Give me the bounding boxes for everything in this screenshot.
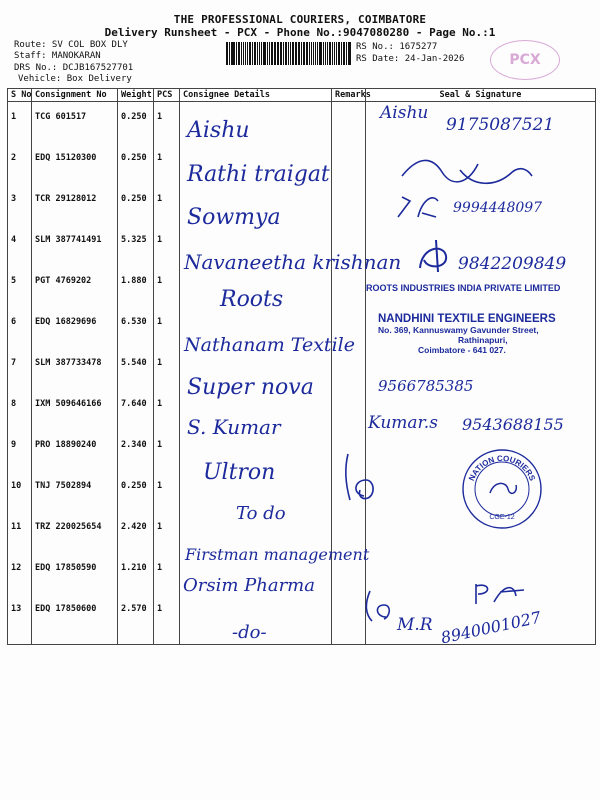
cell-consignment: PRO 18890240 bbox=[32, 430, 118, 471]
barcode-bar bbox=[334, 42, 335, 65]
r9-signature bbox=[340, 450, 380, 506]
cell-pcs: 1 bbox=[154, 143, 180, 184]
cell-pcs: 1 bbox=[154, 553, 180, 594]
cell-consignment: EDQ 16829696 bbox=[32, 307, 118, 348]
cell-weight: 2.570 bbox=[118, 594, 154, 645]
barcode-bar bbox=[329, 42, 331, 65]
col-sno: S No bbox=[8, 89, 32, 102]
route-label: Route: SV COL BOX DLY bbox=[14, 40, 128, 50]
r12-initials bbox=[470, 578, 530, 608]
cell-pcs: 1 bbox=[154, 594, 180, 645]
barcode-bar bbox=[311, 42, 312, 65]
col-weight: Weight bbox=[118, 89, 154, 102]
cell-weight: 1.880 bbox=[118, 266, 154, 307]
cell-sno: 8 bbox=[8, 389, 32, 430]
barcode-bar bbox=[275, 42, 276, 65]
barcode-bar bbox=[290, 42, 291, 65]
cell-consignment: PGT 4769202 bbox=[32, 266, 118, 307]
hw-r3-phone: 9994448097 bbox=[453, 200, 543, 216]
runsheet-subtitle: Delivery Runsheet - PCX - Phone No.:9047080280 - Page No.:1 bbox=[104, 26, 496, 39]
roots-stamp: ROOTS INDUSTRIES INDIA PRIVATE LIMITED bbox=[366, 283, 561, 293]
barcode-bar bbox=[274, 42, 275, 65]
barcode-bar bbox=[245, 42, 246, 65]
company-title: THE PROFESSIONAL COURIERS, COIMBATORE bbox=[173, 13, 427, 26]
cell-consignment: EDQ 17850590 bbox=[32, 553, 118, 594]
barcode-bar bbox=[292, 42, 294, 65]
cell-remarks bbox=[332, 389, 366, 430]
barcode-bar bbox=[296, 42, 297, 65]
cell-pcs: 1 bbox=[154, 184, 180, 225]
pcx-stamp: PCX bbox=[490, 40, 560, 80]
barcode-bar bbox=[254, 42, 256, 65]
hw-r7-phone: 9566785385 bbox=[378, 377, 474, 395]
barcode-bar bbox=[238, 42, 240, 65]
cell-pcs: 1 bbox=[154, 430, 180, 471]
hw-r7-name: Super nova bbox=[187, 375, 314, 400]
hw-r8-phone: 9543688155 bbox=[462, 415, 564, 434]
barcode-bar bbox=[327, 42, 329, 65]
barcode-bar bbox=[261, 42, 263, 65]
nandhini-stamp bbox=[378, 313, 558, 375]
cell-sno: 9 bbox=[8, 430, 32, 471]
barcode-bar bbox=[229, 42, 230, 65]
hw-r2-name: Rathi traigat bbox=[187, 162, 330, 187]
barcode-bar bbox=[267, 42, 268, 65]
col-pcs: PCS bbox=[154, 89, 180, 102]
barcode-bar bbox=[346, 42, 347, 65]
barcode-bar bbox=[277, 42, 279, 65]
col-consignment: Consignment No bbox=[32, 89, 118, 102]
col-consignee: Consignee Details bbox=[180, 89, 332, 102]
barcode-bar bbox=[338, 42, 341, 65]
cell-pcs: 1 bbox=[154, 102, 180, 144]
cell-sno: 5 bbox=[8, 266, 32, 307]
barcode-bar bbox=[280, 42, 282, 65]
barcode-bar bbox=[349, 42, 351, 65]
cell-consignment: SLM 387733478 bbox=[32, 348, 118, 389]
nandhini-line2: Rathinapuri, bbox=[458, 335, 508, 345]
staff-label: Staff: MANOKARAN bbox=[14, 51, 101, 61]
cell-remarks bbox=[332, 102, 366, 144]
hw-r8-name: S. Kumar bbox=[187, 415, 281, 439]
cell-weight: 0.250 bbox=[118, 184, 154, 225]
cell-consignment: TCG 601517 bbox=[32, 102, 118, 144]
barcode-bar bbox=[319, 42, 322, 65]
cell-sno: 4 bbox=[8, 225, 32, 266]
hw-r1-name: Aishu bbox=[187, 118, 250, 143]
cell-weight: 0.250 bbox=[118, 143, 154, 184]
barcode-bar bbox=[301, 42, 302, 65]
cell-consignment: TRZ 220025654 bbox=[32, 512, 118, 553]
hw-r1-sig: Aishu bbox=[380, 103, 429, 123]
cell-consignment: EDQ 17850600 bbox=[32, 594, 118, 645]
cell-weight: 0.250 bbox=[118, 102, 154, 144]
barcode-bar bbox=[231, 42, 232, 65]
barcode-bar bbox=[313, 42, 314, 65]
hw-r13-phone: 8940001027 bbox=[439, 607, 543, 648]
cell-consignment: IXM 509646166 bbox=[32, 389, 118, 430]
cell-sno: 12 bbox=[8, 553, 32, 594]
barcode-bar bbox=[323, 42, 324, 65]
cell-weight: 1.210 bbox=[118, 553, 154, 594]
barcode-bar bbox=[283, 42, 284, 65]
cell-weight: 7.640 bbox=[118, 389, 154, 430]
barcode bbox=[226, 42, 352, 65]
barcode-bar bbox=[226, 42, 228, 65]
barcode-bar bbox=[252, 42, 253, 65]
r3-signature bbox=[392, 187, 452, 223]
cell-sno: 6 bbox=[8, 307, 32, 348]
hw-r4-name: Navaneetha krishnan bbox=[184, 250, 402, 274]
cell-weight: 5.325 bbox=[118, 225, 154, 266]
barcode-bar bbox=[348, 42, 349, 65]
table-header bbox=[8, 89, 596, 102]
hw-r12-name: Orsim Pharma bbox=[183, 575, 315, 596]
hw-r1-phone: 9175087521 bbox=[446, 115, 555, 135]
cell-consignment: TNJ 7502894 bbox=[32, 471, 118, 512]
drs-label: DRS No.: DCJB167527701 bbox=[14, 63, 134, 73]
nation-couriers-stamp bbox=[460, 447, 544, 531]
barcode-bar bbox=[336, 42, 337, 65]
barcode-bar bbox=[269, 42, 270, 65]
barcode-bar bbox=[257, 42, 258, 65]
barcode-bar bbox=[259, 42, 260, 65]
hw-r8-sig: Kumar.s bbox=[368, 413, 438, 433]
r12-signature bbox=[360, 585, 394, 625]
hw-r13-name: -do- bbox=[232, 622, 267, 643]
hw-r10-name: To do bbox=[236, 503, 286, 524]
cell-weight: 5.540 bbox=[118, 348, 154, 389]
barcode-bar bbox=[341, 42, 342, 65]
rs-date: RS Date: 24-Jan-2026 bbox=[356, 54, 465, 64]
barcode-bar bbox=[332, 42, 333, 65]
stamp-bottom-text: CGE-12 bbox=[489, 514, 515, 521]
cell-pcs: 1 bbox=[154, 307, 180, 348]
cell-weight: 2.340 bbox=[118, 430, 154, 471]
cell-pcs: 1 bbox=[154, 225, 180, 266]
barcode-bar bbox=[343, 42, 345, 65]
hw-r3-name: Sowmya bbox=[187, 205, 281, 230]
cell-remarks bbox=[332, 184, 366, 225]
barcode-bar bbox=[241, 42, 243, 65]
barcode-bar bbox=[263, 42, 266, 65]
rs-number: RS No.: 1675277 bbox=[356, 42, 438, 52]
barcode-bar bbox=[317, 42, 318, 65]
hw-r13-sig: M.R bbox=[397, 615, 433, 635]
barcode-bar bbox=[271, 42, 273, 65]
col-seal: Seal & Signature bbox=[366, 89, 596, 102]
barcode-bar bbox=[236, 42, 237, 65]
barcode-bar bbox=[249, 42, 252, 65]
barcode-bar bbox=[303, 42, 306, 65]
cell-pcs: 1 bbox=[154, 266, 180, 307]
cell-sno: 11 bbox=[8, 512, 32, 553]
hw-r11-name: Firstman management bbox=[185, 545, 370, 564]
hw-r6-name: Nathanam Textile bbox=[184, 334, 355, 356]
barcode-bar bbox=[306, 42, 308, 65]
cell-sno: 10 bbox=[8, 471, 32, 512]
cell-consignment: TCR 29128012 bbox=[32, 184, 118, 225]
cell-sno: 1 bbox=[8, 102, 32, 144]
barcode-bar bbox=[243, 42, 244, 65]
cell-weight: 6.530 bbox=[118, 307, 154, 348]
barcode-bar bbox=[285, 42, 288, 65]
barcode-bar bbox=[298, 42, 300, 65]
cell-sno: 2 bbox=[8, 143, 32, 184]
stamp-arc-text: NATION COURIERS bbox=[467, 453, 537, 483]
col-remarks: Remarks bbox=[332, 89, 366, 102]
r4-signature bbox=[414, 236, 454, 276]
barcode-bar bbox=[288, 42, 289, 65]
barcode-bar bbox=[247, 42, 248, 65]
vehicle-label: Vehicle: Box Delivery bbox=[18, 74, 132, 84]
nandhini-line3: Coimbatore - 641 027. bbox=[418, 345, 506, 355]
cell-sno: 13 bbox=[8, 594, 32, 645]
nandhini-line1: No. 369, Kannuswamy Gavunder Street, bbox=[378, 325, 539, 335]
cell-sno: 7 bbox=[8, 348, 32, 389]
cell-pcs: 1 bbox=[154, 512, 180, 553]
cell-weight: 0.250 bbox=[118, 471, 154, 512]
cell-weight: 2.420 bbox=[118, 512, 154, 553]
nandhini-title: NANDHINI TEXTILE ENGINEERS bbox=[378, 313, 556, 325]
cell-pcs: 1 bbox=[154, 471, 180, 512]
cell-pcs: 1 bbox=[154, 348, 180, 389]
cell-remarks bbox=[332, 143, 366, 184]
hw-r4-phone: 9842209849 bbox=[458, 254, 567, 274]
cell-pcs: 1 bbox=[154, 389, 180, 430]
cell-consignment: EDQ 15120300 bbox=[32, 143, 118, 184]
hw-r9-name: Ultron bbox=[203, 460, 276, 485]
barcode-bar bbox=[315, 42, 317, 65]
barcode-bar bbox=[232, 42, 235, 65]
hw-r5-name: Roots bbox=[220, 287, 284, 312]
cell-consignment: SLM 387741491 bbox=[32, 225, 118, 266]
barcode-bar bbox=[325, 42, 326, 65]
barcode-bar bbox=[295, 42, 296, 65]
r2-signature bbox=[398, 150, 538, 190]
barcode-bar bbox=[309, 42, 310, 65]
cell-sno: 3 bbox=[8, 184, 32, 225]
